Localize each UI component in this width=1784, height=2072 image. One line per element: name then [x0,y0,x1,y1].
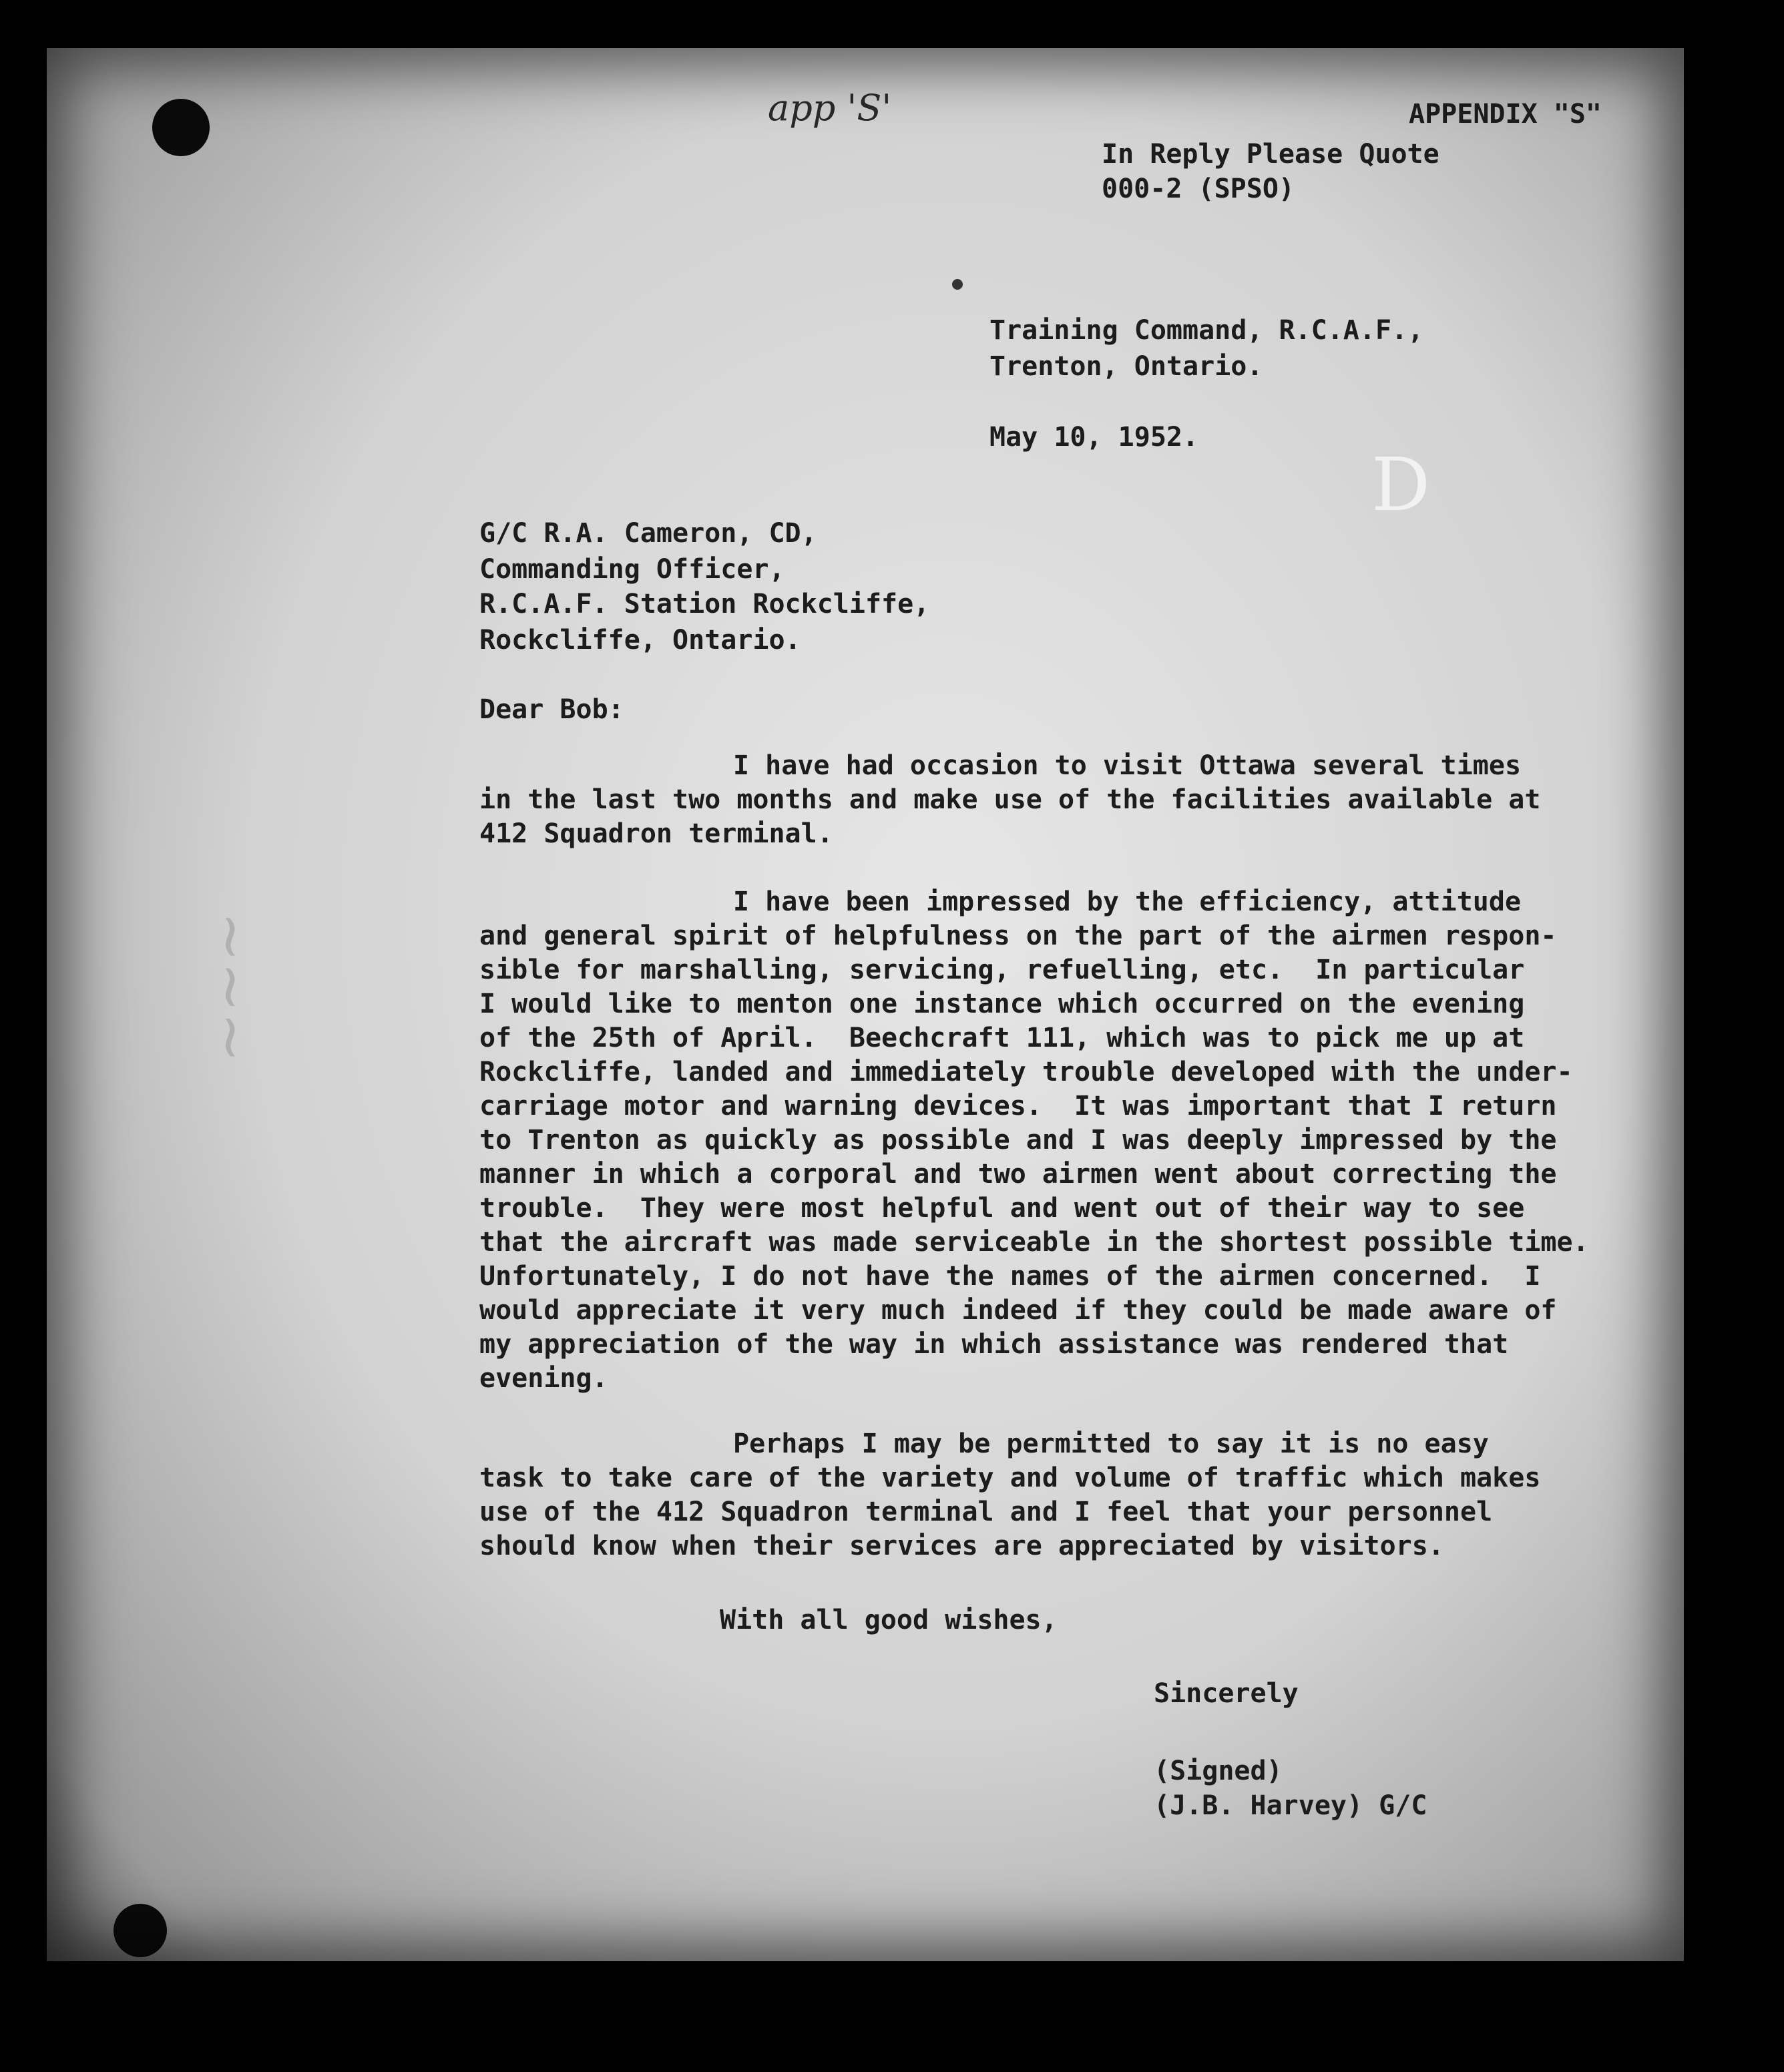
paragraph-2-line: of the 25th of April. Beechcraft 111, which was to pick me up at [479,1023,1525,1053]
signed-note: (Signed) [1154,1756,1283,1786]
paragraph-1 [479,749,1540,851]
paragraph-2-line: to Trenton as quickly as possible and I was deeply impressed by the [479,1125,1557,1155]
reply-quote-line2: 000-2 (SPSO) [1102,174,1295,204]
paragraph-3-line: should know when their services are appreciated by visitors. [479,1531,1444,1561]
paragraph-3-line: Perhaps I may be permitted to say it is no easy [733,1429,1489,1459]
recipient-line3: R.C.A.F. Station Rockcliffe, [479,589,930,619]
paragraph-3-line: task to take care of the variety and volume of traffic which makes [479,1463,1541,1493]
punch-hole-bottom [114,1904,167,1957]
paragraph-2-line: sible for marshalling, servicing, refuelling, etc. In particular [479,955,1525,985]
paragraph-2-line: Unfortunately, I do not have the names of the airmen concerned. I [479,1261,1541,1292]
paragraph-2-line: and general spirit of helpfulness on the part of the airmen respon- [479,921,1557,951]
recipient-line4: Rockcliffe, Ontario. [479,625,801,656]
recipient-line1: G/C R.A. Cameron, CD, [479,518,817,549]
sender-address-line1: Training Command, R.C.A.F., [989,315,1424,346]
ink-speck [952,279,963,290]
paragraph-2-line: would appreciate it very much indeed if they could be made aware of [479,1295,1557,1326]
paragraph-1-line: I have had occasion to visit Ottawa several times [733,750,1522,781]
signatory: (J.B. Harvey) G/C [1154,1790,1427,1821]
reply-quote-line1: In Reply Please Quote [1102,139,1439,170]
paragraph-2-line: I would like to menton one instance which occurred on the evening [479,989,1525,1019]
salutation: Dear Bob: [479,694,624,725]
paragraph-2-line: that the aircraft was made serviceable in the shortest possible time. [479,1227,1589,1258]
sender-address-line2: Trenton, Ontario. [989,351,1263,382]
punch-hole-top [152,99,210,156]
signoff: Sincerely [1154,1678,1299,1709]
paragraph-3 [479,1427,1540,1563]
letter-page [47,48,1684,1961]
paragraph-2-line: I have been impressed by the efficiency, attitude [733,886,1522,917]
paragraph-2-line: trouble. They were most helpful and went out of their way to see [479,1193,1525,1224]
paragraph-2-line: my appreciation of the way in which assistance was rendered that [479,1329,1509,1360]
paragraph-3-line: use of the 412 Squadron terminal and I feel that your personnel [479,1497,1493,1527]
paragraph-2-line: Rockcliffe, landed and immediately trouble developed with the under- [479,1057,1573,1087]
margin-mark: D [1371,442,1431,527]
paragraph-2-line: manner in which a corporal and two airmen went about correcting the [479,1159,1557,1190]
paragraph-2-line: evening. [479,1363,608,1394]
paragraph-1-line: in the last two months and make use of the facilities available at [479,784,1541,815]
closing-wishes: With all good wishes, [720,1605,1058,1635]
faded-stamp-mark: ~~~ [194,911,264,1063]
paragraph-2 [479,885,1589,1396]
appendix-label: APPENDIX "S" [1409,99,1602,130]
paragraph-2-line: carriage motor and warning devices. It was important that I return [479,1091,1557,1121]
paragraph-1-line: 412 Squadron terminal. [479,818,833,849]
handwritten-note: app 'S' [768,87,892,129]
recipient-line2: Commanding Officer, [479,554,785,585]
letter-date: May 10, 1952. [989,422,1199,453]
